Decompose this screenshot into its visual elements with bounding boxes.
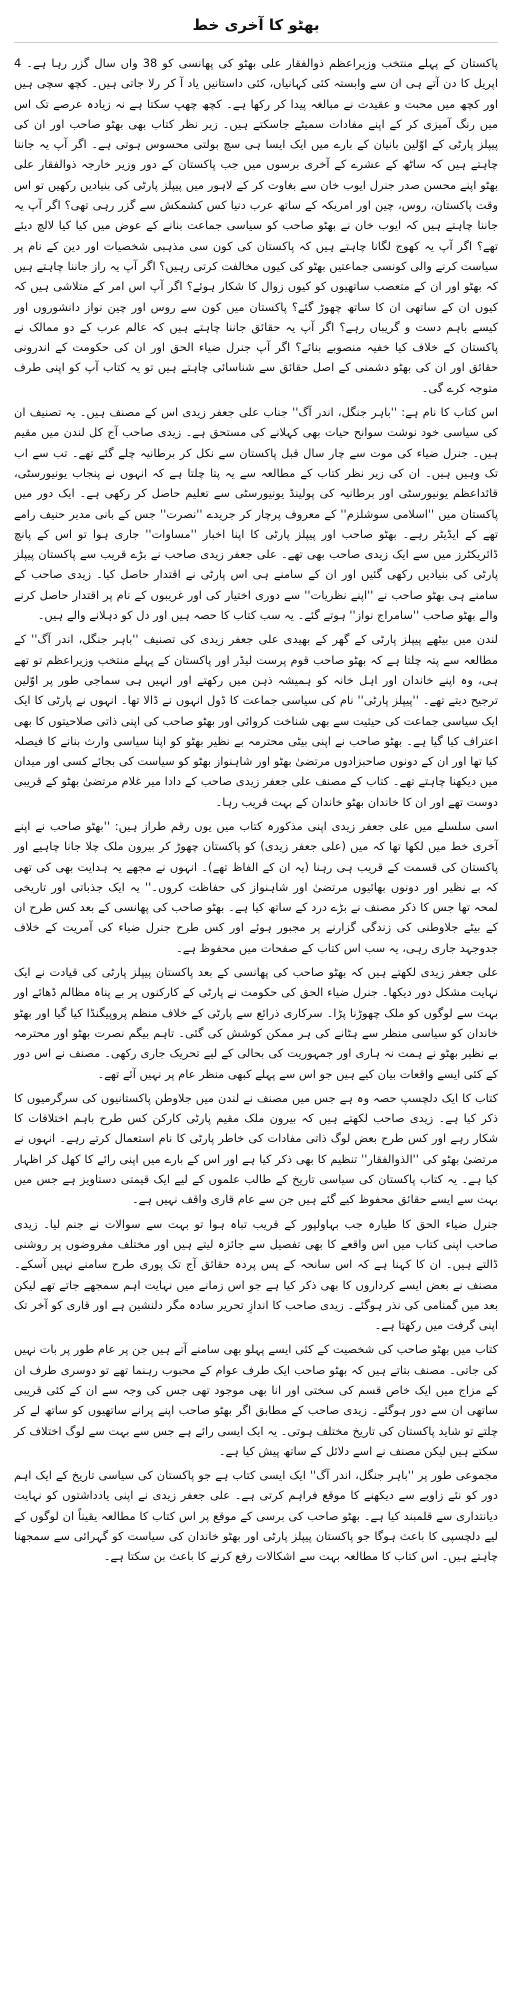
article-title: بھٹو کا آخری خط bbox=[14, 14, 498, 43]
article-paragraph-7: جنرل ضیاء الحق کا طیارہ جب بہاولپور کے قریب تباہ ہوا تو بہت سے سوالات نے جنم لیا۔ زیدی صاحب اپنی کتاب میں اس واقعے کا بھی تفصیل سے جائزہ لیتے ہیں اور مختلف مفروضوں پر روشنی ڈالتے ہیں۔ ان کا کہنا ہے کہ اس سانحہ کے پس پردہ حقائق آج تک پوری طرح سامنے نہیں آسکے۔ مصنف نے بعض ایسے کرداروں کا بھی ذکر کیا ہے جو اس زمانے میں نہایت اہم سمجھے جاتے تھے لیکن بعد میں گمنامی کی نذر ہوگئے۔ زیدی صاحب کا اندازِ تحریر سادہ مگر دلنشین ہے اور قاری کو آخر تک اپنی گرفت میں رکھتا ہے۔ bbox=[14, 1216, 498, 1333]
article-paragraph-5: علی جعفر زیدی لکھتے ہیں کہ بھٹو صاحب کی پھانسی کے بعد پاکستان پیپلز پارٹی کی قیادت نے ایک نہایت مشکل دور دیکھا۔ جنرل ضیاء الحق کی حکومت نے پارٹی کے کارکنوں پر بے پناہ مظالم ڈھائے اور بہت سے لوگوں کو ملک چھوڑنا پڑا۔ سرکاری ذرائع سے پارٹی کے خلاف منظم پروپیگنڈا کیا گیا اور بھٹو خاندان کو سیاسی منظر سے ہٹانے کی ہر ممکن کوشش کی گئی۔ تاہم بیگم نصرت بھٹو اور محترمہ بے نظیر بھٹو نے ہمت نہ ہاری اور جمہوریت کی بحالی کے لیے تحریک جاری رکھی۔ مصنف نے اس دور کے کئی ایسے واقعات بیان کیے ہیں جو اس سے پہلے کبھی منظر عام پر نہیں آئے تھے۔ bbox=[14, 965, 498, 1081]
article-paragraph-1: پاکستان کے پہلے منتخب وزیراعظم ذوالفقار علی بھٹو کی پھانسی کو 38 واں سال گزر رہا ہے۔ 4 اپریل کا دن آتے ہی ان سے وابستہ کئی کہانیاں، کئی داستانیں یاد آ کر رلا جاتی ہیں۔ کچھ سچی ہیں اور کچھ میں محبت و عقیدت نے مبالغہ پیدا کر رکھا ہے۔ کچھ چھپ سکتا ہے نہ زیادہ عرصے تک اس میں رنگ آمیزی کر کے اپنے مفادات سمیٹے جاسکتے ہیں۔ زیر نظر کتاب بھی بھٹو صاحب اور ان کی پیپلز پارٹی کے اوّلین بانیان کے بارے میں ایک ایسا ہی سچ بولتی محسوس ہوتی ہے۔ اگر آپ یہ جاننا چاہتے ہیں کہ ساٹھ کے عشرے کے آخری برسوں میں جب پاکستان کے دور وزیر خارجہ ذوالفقار علی بھٹو اپنے محسن صدر جنرل ایوب خان سے بغاوت کر کے لاہور میں پیپلز پارٹی کی بنیادیں رکھیں تو اس وقت پاکستان، روس، چین اور امریکہ کے ساتھ عرب دنیا کس کشمکش سے گزر رہی تھی؟ اگر آپ یہ جاننا چاہتے ہیں کہ ایوب خان نے بھٹو صاحب کو سیاسی جماعت بنانے کے عوض میں کیا کیا لالچ دیئے تھے؟ اگر آپ یہ کھوج لگانا چاہتے ہیں کہ پاکستان کی کون سی مذہبی شخصیات اور دین کے نام پر سیاست کرنے والی کونسی جماعتیں بھٹو کی کیوں مخالفت کرتی رہیں؟ اگر آپ یہ راز جاننا چاہتے ہیں کہ بھٹو اور ان کے متعصب ساتھیوں کو کیوں زوال کا شکار ہوئے؟ اگر آپ اس امر کے متلاشی ہیں کہ کیوں ان کے ساتھی ان کا ساتھ چھوڑ گئے؟ پاکستان میں کون سے روس اور چین نواز دانشوروں اور کیسے باہم دست و گریباں رہے؟ اگر آپ یہ حقائق جاننا چاہتے ہیں کہ عالم عرب کے دو ممالک نے پاکستان کے خلاف کیا خفیہ منصوبے بنائے؟ اگر آپ جنرل ضیاء الحق اور ان کی حکومت کے اندرونی حقائق اور ان کی بھٹو دشمنی کے اصل حقائق سے شناسائی چاہتے ہیں تو یہ کتاب آپ کو اپنی طرف متوجہ کرے گی۔ bbox=[14, 56, 498, 395]
article-paragraph-3: لندن میں بیٹھے پیپلز پارٹی کے گھر کے بھیدی علی جعفر زیدی کی تصنیف ''باہر جنگل، اندر آگ'' کے مطالعہ سے پتہ چلتا ہے کہ بھٹو صاحب قوم پرست لیڈر اور پاکستان کے پہلے منتخب وزیراعظم تو تھے ہی، وہ اپنے خاندان اور اہل خانہ کو ہمیشہ ذہن میں رکھتے اور انہیں ہی سماجی طور پر اوّلین ترجیح دیتے تھے۔ ''پیپلز پارٹی'' نام کی سیاسی جماعت کا ڈول انہوں نے ڈالا تھا۔ انہوں نے پارٹی کا ایک ایک سیاسی جماعت کی حیثیت سے بھی شناخت کروائی اور بھٹو صاحب کی اپنی ذاتی صلاحیتوں کا بھی اعتراف کیا گیا ہے۔ بھٹو صاحب نے اپنی بیٹی محترمہ بے نظیر بھٹو کو اپنا سیاسی وارث بنانے کا فیصلہ کیا تھا اور ان کے دونوں صاحبزادوں مرتضیٰ بھٹو اور شاہنواز بھٹو کو سیاست کی بجائے کسی اور میدان میں دیکھنا چاہتے تھے۔ کتاب کے مصنف علی جعفر زیدی صاحب کے دادا میر غلام مرتضیٰ بھٹو کے قریبی دوست تھے اور ان کا خاندان بھٹو خاندان کے بہت قریب رہا۔ bbox=[14, 632, 498, 809]
article-paragraph-8: کتاب میں بھٹو صاحب کی شخصیت کے کئی ایسے پہلو بھی سامنے آتے ہیں جن پر عام طور پر بات نہیں کی جاتی۔ مصنف بتاتے ہیں کہ بھٹو صاحب ایک طرف عوام کے محبوب رہنما تھے تو دوسری طرف ان کے مزاج میں ایک خاص قسم کی سختی اور انا بھی موجود تھی جس کی وجہ سے ان کے کئی قریبی ساتھی ان سے دور ہوگئے۔ زیدی صاحب کے مطابق اگر بھٹو صاحب اپنے پرانے ساتھیوں کو ساتھ لے کر چلتے تو شاید پاکستان کی تاریخ مختلف ہوتی۔ یہ ایک ایسی رائے ہے جس سے بہت سے لوگ اختلاف کر سکتے ہیں لیکن مصنف نے اسے دلائل کے ساتھ پیش کیا ہے۔ bbox=[14, 1342, 498, 1458]
article-paragraph-6: کتاب کا ایک دلچسپ حصہ وہ ہے جس میں مصنف نے لندن میں جلاوطن پاکستانیوں کی سرگرمیوں کا ذکر کیا ہے۔ زیدی صاحب لکھتے ہیں کہ بیرون ملک مقیم پارٹی کارکن کس طرح باہم اختلافات کا شکار رہے اور کس طرح بعض لوگ ذاتی مفادات کی خاطر پارٹی کا نام استعمال کرتے رہے۔ انہوں نے مرتضیٰ بھٹو کی ''الذوالفقار'' تنظیم کا بھی ذکر کیا ہے اور اس کے بارے میں اپنی رائے کا کھل کر اظہار کیا ہے۔ یہ کتاب پاکستان کی سیاسی تاریخ کے طالب علموں کے لیے ایک قیمتی دستاویز ہے جس میں بہت سے ایسے حقائق محفوظ کیے گئے ہیں جن سے عام قاری واقف نہیں ہے۔ bbox=[14, 1090, 498, 1207]
article-paragraph-4: اسی سلسلے میں علی جعفر زیدی اپنی مذکورہ کتاب میں یوں رقم طراز ہیں: ''بھٹو صاحب نے اپنے آخری خط میں لکھا تھا کہ میں (علی جعفر زیدی) کو پاکستان چھوڑ کر بیرون ملک چلا جانا چاہیے اور پاکستان کی قسمت کے قریب ہی رہنا (یہ ان کے الفاظ تھے)۔ انہوں نے مجھے یہ ہدایت بھی کی تھی کہ بے نظیر اور دونوں بھائیوں مرتضیٰ اور شاہنواز کی حفاظت کروں۔'' یہ ایک جذباتی اور تاریخی لمحہ تھا جس کا ذکر مصنف نے بڑے درد کے ساتھ کیا ہے۔ بھٹو صاحب کی پھانسی کے بعد کس طرح ان کے بیٹے جلاوطنی کی زندگی گزارنے پر مجبور ہوئے اور کس طرح جنرل ضیاء کی آمریت کے خلاف جدوجہد جاری رہی، یہ سب اس کتاب کے صفحات میں محفوظ ہے۔ bbox=[14, 818, 498, 955]
article-paragraph-2: اس کتاب کا نام ہے: ''باہر جنگل، اندر آگ'' جناب علی جعفر زیدی اس کے مصنف ہیں۔ یہ تصنیف ان کی سیاسی خود نوشت سوانح حیات بھی کہلانے کی مستحق ہے۔ زیدی صاحب آج کل لندن میں مقیم ہیں۔ جنرل ضیاء کی موت سے چار سال قبل پاکستان سے نکل کر برطانیہ چلے گئے تھے۔ تب سے اب تک وہیں ہیں۔ ان کی زیر نظر کتاب کے مطالعہ سے یہ پتا چلتا ہے کہ انہوں نے پنجاب یونیورسٹی، قائداعظم یونیورسٹی اور برطانیہ کی پولینڈ یونیورسٹی سے تعلیم حاصل کر رکھی ہے۔ ایک دور میں پاکستان میں ''اسلامی سوشلزم'' کے معروف پرچار کر جریدے ''نصرت'' جس کے بانی مدیر حنیف رامے تھے کے ایڈیٹر رہے۔ بھٹو صاحب اور پیپلز پارٹی کا اپنا اخبار ''مساوات'' جاری ہوا تو اس کے پانچ ڈائریکٹرز میں سے ایک زیدی صاحب بھی تھے۔ علی جعفر زیدی صاحب نے بڑے قریب سے پاکستان پیپلز پارٹی کی بنیادیں رکھی گئیں اور ان کے سامنے ہی اس پارٹی نے اقتدار حاصل کیا۔ زیدی صاحب کے سامنے ہی بھٹو صاحب نے ''اپنے نظریات'' سے دوری اختیار کی اور غریبوں کے نام پر اقتدار حاصل کرنے والے بھٹو صاحب ''سامراج نواز'' ہوتے گئے۔ یہ سب کتاب کا حصہ ہیں اور دل کو دہلانے والے ہیں۔ bbox=[14, 405, 498, 623]
article-paragraph-9: مجموعی طور پر ''باہر جنگل، اندر آگ'' ایک ایسی کتاب ہے جو پاکستان کی سیاسی تاریخ کے ایک اہم دور کو نئے زاویے سے دیکھنے کا موقع فراہم کرتی ہے۔ علی جعفر زیدی نے اپنی یادداشتوں کو نہایت دیانتداری سے قلمبند کیا ہے۔ بھٹو صاحب کی برسی کے موقع پر اس کتاب کا مطالعہ یقیناً ان لوگوں کے لیے دلچسپی کا باعث ہوگا جو پاکستان پیپلز پارٹی اور بھٹو خاندان کی سیاست کو گہرائی سے سمجھنا چاہتے ہیں۔ اس کتاب کا مطالعہ بہت سے اشکالات رفع کرنے کا باعث بن سکتا ہے۔ bbox=[14, 1468, 498, 1564]
